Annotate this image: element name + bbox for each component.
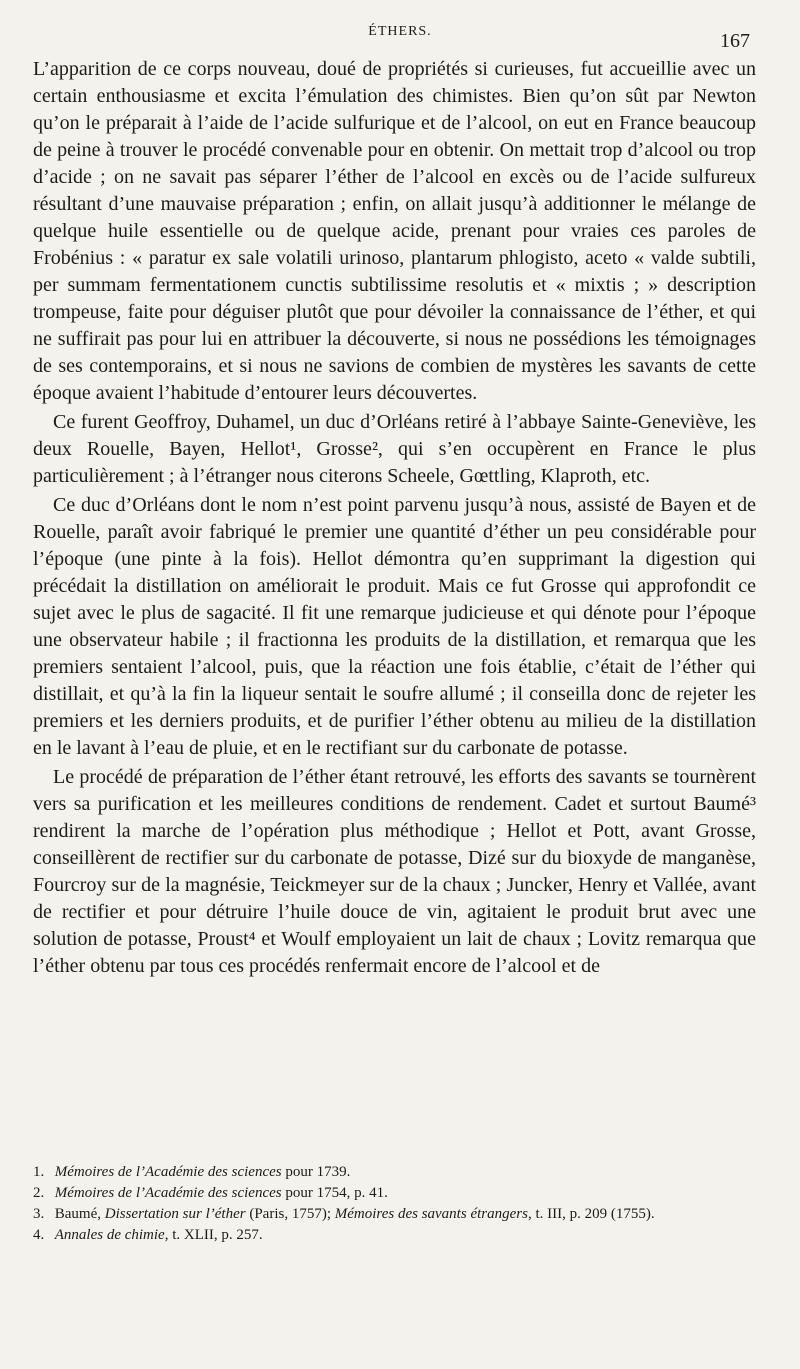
footnote-text: Baumé, [54, 1206, 105, 1222]
body-text [33, 56, 756, 982]
paragraph: L’apparition de ce corps nouveau, doué de propriétés si curieuses, fut accueillie avec un certain enthousiasme et excita l’émulation des chimistes. Bien qu’on sût par Newton qu’on le préparait à l’aide de l’acide sulfurique et de l’alcool, on eut en France beaucoup de peine à trouver le procédé convenable pour en obtenir. On mettait trop d’alcool ou trop d’acide ; on ne savait pas séparer l’éther de l’alcool en excès ou de l’acide sulfureux résultant d’une mauvaise préparation ; enfin, on allait jusqu’à additionner le mélange de quelque huile essentielle ou de quelque acide, prenant pour vraies ces paroles de Frobénius : « paratur ex sale volatili urinoso, plantarum phlogisto, aceto « valde subtili, per summam fermentationem cunctis subtilissime resolutis et « mixtis ; » description trompeuse, faite pour déguiser plutôt que pour dévoiler la connaissance de l’éther, et qui ne suffirait pas pour lui en attribuer la découverte, si nous ne possédions les témoignages de ses contemporains, et si nous ne savions de combien de mystères les savants de cette époque avaient l’habitude d’entourer leurs découvertes. [33, 58, 756, 404]
footnote-text: pour 1739. [281, 1164, 351, 1180]
footnote-title: Dissertation sur l’éther [104, 1206, 246, 1222]
paragraph: Le procédé de préparation de l’éther étant retrouvé, les efforts des savants se tournèrent vers sa purification et les meilleures conditions de rendement. Cadet et surtout Baumé³ rendirent la marche de l’opération plus méthodique ; Hellot et Pott, avant Grosse, conseillèrent de rectifier sur du carbonate de potasse, Dizé sur du bioxyde de manganèse, Fourcroy sur de la magnésie, Teickmeyer sur de la chaux ; Juncker, Henry et Vallée, avant de rectifier et pour détruire l’huile douce de vin, agitaient le produit brut avec une solution de potasse, Proust⁴ et Woulf employaient un lait de chaux ; Lovitz remarqua que l’éther obtenu par tous ces procédés renfermait encore de l’alcool et de [33, 766, 756, 977]
footnote [33, 1163, 756, 1182]
page-header [30, 20, 770, 56]
footnote-number: 3. [33, 1206, 45, 1222]
footnote-number: 2. [33, 1185, 45, 1201]
footnote-title: Mémoires des savants étrangers [334, 1206, 528, 1222]
footnote-title: Mémoires de l’Académie des sciences [54, 1164, 282, 1180]
paragraph: Ce furent Geoffroy, Duhamel, un duc d’Orléans retiré à l’abbaye Sainte-Geneviève, les deux Rouelle, Bayen, Hellot¹, Grosse², qui s’en occupèrent en France le plus particulièrement ; à l’étranger nous citerons Scheele, Gœttling, Klaproth, etc. [33, 411, 756, 487]
footnote-title: Annales de chimie [54, 1227, 165, 1243]
footnote-number: 1. [33, 1164, 45, 1180]
footnote-text: , t. XLII, p. 257. [164, 1227, 263, 1243]
footnote-number: 4. [33, 1227, 45, 1243]
page-number: 167 [720, 30, 750, 52]
footnote [33, 1184, 756, 1203]
footnote-text: , t. III, p. 209 (1755). [527, 1206, 655, 1222]
footnote-text: (Paris, 1757); [245, 1206, 335, 1222]
running-head: ÉTHERS. [368, 24, 432, 39]
footnote-text: pour 1754, p. 41. [281, 1185, 388, 1201]
paragraph: Ce duc d’Orléans dont le nom n’est point parvenu jusqu’à nous, assisté de Bayen et de Rouelle, paraît avoir fabriqué le premier une quantité d’éther un peu considérable pour l’époque (une pinte à la fois). Hellot démontra qu’en supprimant la digestion qui précédait la distillation on améliorait le produit. Mais ce fut Grosse qui approfondit ce sujet avec le plus de sagacité. Il fit une remarque judicieuse et qui dénote pour l’époque une observateur habile ; il fractionna les produits de la distillation, et remarqua que les premiers sentaient l’alcool, puis, que la réaction une fois établie, c’était de l’éther qui distillait, et qu’à la fin la liqueur sentait le soufre allumé ; il conseilla donc de rejeter les premiers et les derniers produits, et de purifier l’éther obtenu au milieu de la distillation en le lavant à l’eau de pluie, et en le rectifiant sur du carbonate de potasse. [33, 494, 756, 759]
footnotes [33, 1163, 756, 1247]
footnote [33, 1226, 756, 1245]
footnote-title: Mémoires de l’Académie des sciences [54, 1185, 282, 1201]
footnote [33, 1205, 756, 1224]
